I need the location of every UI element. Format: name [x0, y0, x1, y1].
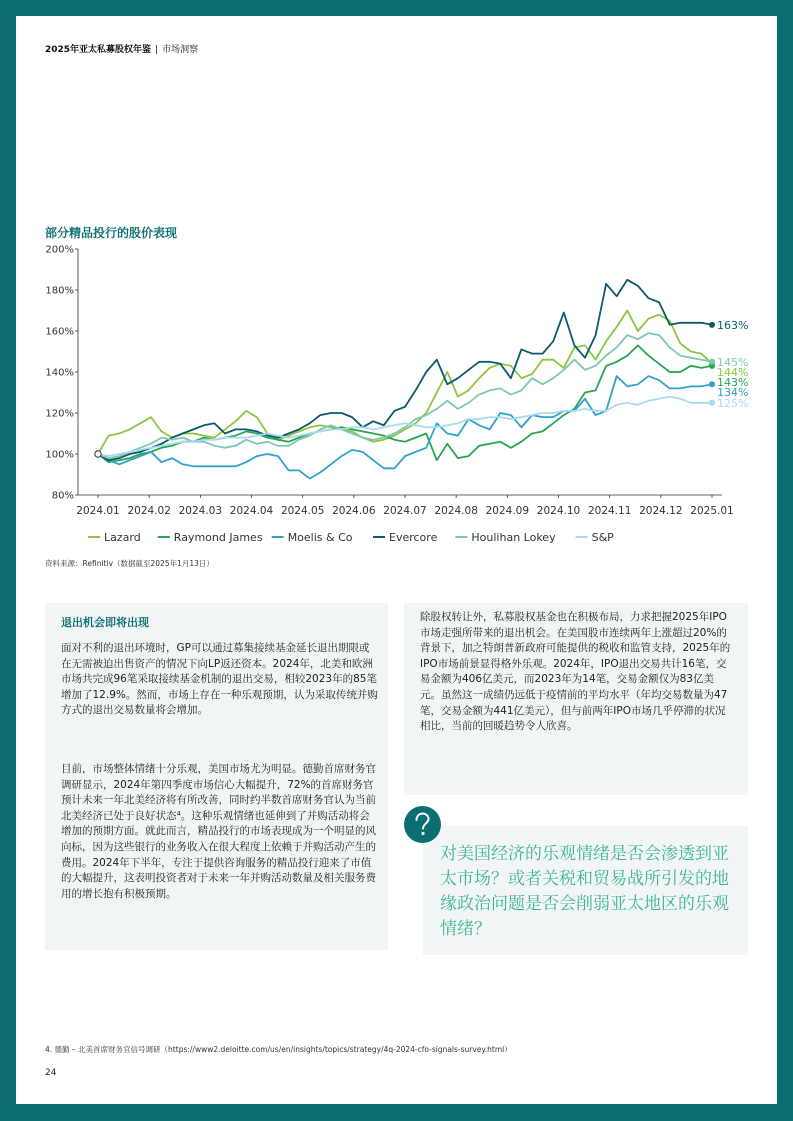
series-end-label: 145% [717, 355, 749, 369]
legend-label: Raymond James [173, 531, 263, 544]
header-divider: | [155, 45, 159, 55]
series-end-point-houlihan-lokey [709, 359, 715, 365]
legend-label: Lazard [104, 531, 141, 544]
section-name: 市场洞察 [162, 45, 199, 55]
y-tick-label: 100% [45, 449, 74, 461]
x-tick-label: 2024.10 [536, 505, 581, 517]
legend-label: Houlihan Lokey [471, 531, 556, 544]
x-tick-label: 2025.01 [690, 505, 734, 517]
running-header [45, 42, 198, 55]
bottom-border [0, 1104, 793, 1121]
legend-label: S&P [591, 531, 614, 544]
legend-label: Evercore [389, 531, 438, 544]
ipo-paragraph: 除股权转让外，私募股权基金也在积极布局，力求把握2025年IPO市场走强所带来的退出机会。在美国股市连续两年上涨超过20%的背景下，加之特朗普新政府可能提供的税收和监管支持，2025年的IPO市场前景显得格外乐观。2024年，IPO退出交易共计16笔，交易金额为406亿美元，而2023年为14笔，交易金额仅为83亿美元。虽然这一成绩仍远低于疫情前的平均水平（年均交易数量为47笔，交易金额为441亿美元），但与前两年IPO市场几乎停滞的状况相比，当前的回暖趋势令人欣喜。 [420, 611, 731, 733]
x-tick-label: 2024.04 [229, 505, 274, 517]
series-end-point-s-p [709, 400, 715, 406]
exit-paragraph-1: 面对不利的退出环境时，GP可以通过募集接续基金延长退出期限或在无需被迫出售资产的情况下向LP返还资本。2024年，北美和欧洲市场共完成96笔采取接续基金机制的退出交易，相较2023年的85笔增加了12.9%。然而，市场上存在一种乐观预期，认为采取传统并购方式的退出交易数量将会增加。 [61, 642, 378, 717]
y-tick-label: 120% [45, 408, 74, 420]
series-line-lazard [98, 311, 712, 455]
series-end-point-evercore [709, 322, 715, 328]
start-point-marker [95, 451, 101, 457]
series-line-houlihan-lokey [98, 333, 712, 458]
x-tick-label: 2024.06 [332, 505, 376, 517]
stock-performance-chart [40, 238, 760, 558]
pull-quote: 对美国经济的乐观情绪是否会渗透到亚太市场？或者关税和贸易战所引发的地缘政治问题是否会削弱亚太地区的乐观情绪？ [440, 844, 729, 939]
series-end-label: 144% [717, 365, 749, 379]
legend-label: Moelis & Co [287, 531, 353, 544]
series-end-label: 163% [717, 318, 749, 332]
x-tick-label: 2024.12 [639, 505, 683, 517]
chart-title: 部分精品投行的股价表现 [45, 226, 178, 240]
x-tick-label: 2024.07 [383, 505, 427, 517]
y-tick-label: 140% [45, 367, 74, 379]
x-tick-label: 2024.03 [178, 505, 223, 517]
y-tick-label: 80% [51, 490, 74, 502]
series-end-label: 143% [717, 375, 749, 389]
exit-paragraph-2: 目前，市场整体情绪十分乐观，美国市场尤为明显。德勤首席财务官调研显示，2024年第四季度市场信心大幅提升，72%的首席财务官预计未来一年北美经济将有所改善，同时约半数首席财务官认为当前北美经济已处于良好状态⁴。这种乐观情绪也延伸到了并购活动将会增加的预期方面。就此而言，精品投行的市场表现成为一个明显的风向标，因为这些银行的业务收入在很大程度上依赖于并购活动产生的费用。2024年下半年，专注于提供咨询服务的精品投行迎来了市值的大幅提升，这表明投资者对于未来一年并购活动数量及相关服务费用的增长抱有积极预期。 [61, 763, 376, 900]
series-end-label: 125% [717, 396, 749, 410]
series-end-label: 134% [717, 385, 749, 399]
report-title: 2025年亚太私募股权年鉴 [45, 45, 152, 55]
chart-source: 资料来源：Refinitiv（数据截至2025年1月13日） [45, 559, 214, 568]
x-tick-label: 2024.11 [587, 505, 632, 517]
x-tick-label: 2024.02 [127, 505, 171, 517]
right-border [777, 0, 793, 1121]
exit-opportunity-heading: 退出机会即将出现 [61, 616, 149, 629]
question-icon [404, 806, 441, 843]
y-tick-label: 200% [45, 244, 74, 256]
x-tick-label: 2024.05 [280, 505, 325, 517]
left-border [0, 0, 16, 1121]
x-tick-label: 2024.01 [76, 505, 120, 517]
top-border [0, 0, 793, 16]
x-tick-label: 2024.08 [434, 505, 478, 517]
series-end-point-moelis-co [709, 381, 715, 387]
y-tick-label: 160% [45, 326, 74, 338]
footnote: 4. 德勤 – 北美首席财务官信号调研（https://www2.deloitte.com/us/en/insights/topics/strategy/4q-2024-cfo-signals-survey.html） [45, 1045, 512, 1054]
page-number: 24 [45, 1068, 57, 1078]
x-tick-label: 2024.09 [485, 505, 530, 517]
y-tick-label: 180% [45, 285, 74, 297]
